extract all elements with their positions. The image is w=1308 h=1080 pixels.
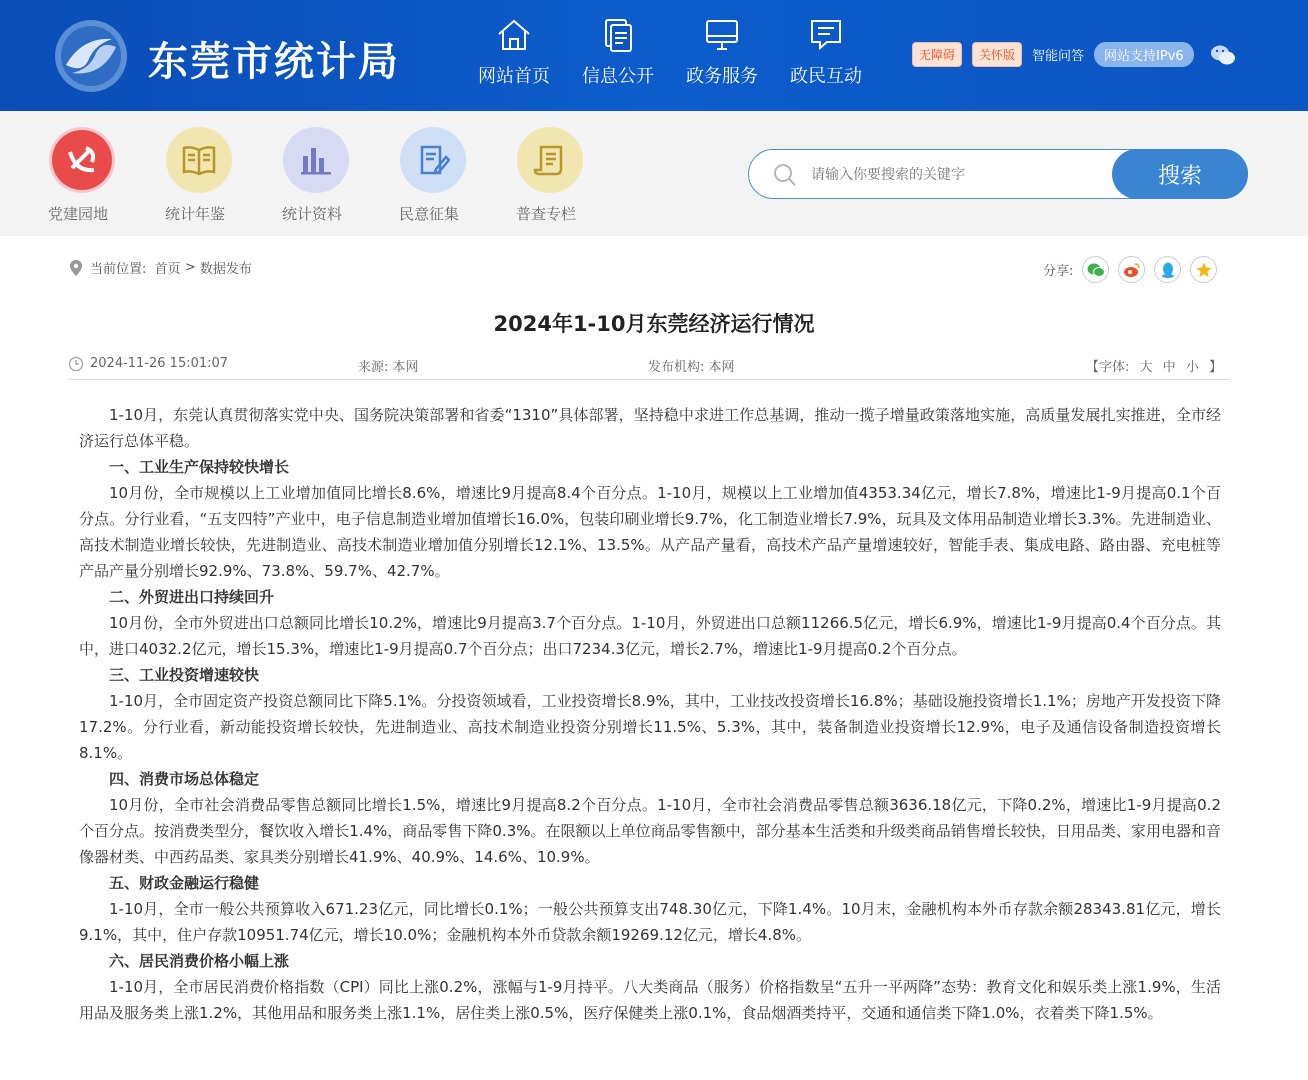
section-heading: 二、外贸进出口持续回升 bbox=[109, 588, 275, 606]
article-body bbox=[79, 402, 1221, 1026]
font-size-label: 【字体: bbox=[1085, 360, 1130, 375]
section-paragraph: 10月份，全市外贸进出口总额同比增长10.2%，增速比9月提高3.7个百分点。1-10月，外贸进出口总额11266.5亿元，增长6.9%，增速比1-9月提高0.4个百分点。其中，进口4032.2亿元，增长15.3%，增速比1-9月提高0.7个百分点；出口7234.3亿元，增长2.7%，增速比1-9月提高0.2个百分点。 bbox=[79, 614, 1221, 658]
section-heading: 三、工业投资增速较快 bbox=[109, 666, 260, 684]
site-logo-icon[interactable] bbox=[52, 17, 130, 95]
quick-link-yearbook[interactable] bbox=[165, 127, 282, 224]
nav-gov-service[interactable] bbox=[670, 16, 774, 96]
breadcrumb-prefix: 当前位置: bbox=[90, 262, 147, 277]
nav-interaction[interactable] bbox=[774, 16, 878, 96]
quick-link-party-label: 党建园地 bbox=[48, 205, 109, 223]
chat-icon bbox=[807, 16, 845, 54]
search-input[interactable] bbox=[811, 160, 1101, 190]
font-small-button[interactable]: 小 bbox=[1185, 360, 1199, 375]
party-icon bbox=[49, 127, 115, 193]
quick-link-census[interactable] bbox=[516, 127, 633, 224]
share-weibo-icon[interactable] bbox=[1118, 256, 1145, 283]
publish-date: 2024-11-26 15:01:07 bbox=[90, 356, 229, 371]
header-tools bbox=[912, 42, 1236, 67]
clock-icon bbox=[68, 356, 84, 372]
quick-link-data-label: 统计资料 bbox=[282, 205, 343, 223]
breadcrumb bbox=[68, 258, 252, 277]
nav-info-label: 信息公开 bbox=[582, 66, 654, 87]
article-title: 2024年1-10月东莞经济运行情况 bbox=[493, 312, 815, 336]
monitor-icon bbox=[703, 16, 741, 54]
home-icon bbox=[495, 16, 533, 54]
search-box bbox=[748, 149, 1248, 199]
share-qq-icon[interactable] bbox=[1154, 256, 1181, 283]
book-icon bbox=[166, 127, 232, 193]
section-heading: 四、消费市场总体稳定 bbox=[109, 770, 260, 788]
font-size-close: 】 bbox=[1208, 360, 1222, 375]
site-header bbox=[0, 0, 1308, 111]
breadcrumb-separator: > bbox=[184, 260, 196, 275]
font-large-button[interactable]: 大 bbox=[1139, 360, 1153, 375]
accessibility-button[interactable]: 无障碍 bbox=[912, 42, 962, 67]
search-button[interactable]: 搜索 bbox=[1112, 149, 1248, 199]
section-heading: 五、财政金融运行稳健 bbox=[109, 874, 260, 892]
edit-icon bbox=[400, 127, 466, 193]
section-paragraph: 10月份，全市社会消费品零售总额同比增长1.5%，增速比9月提高8.2个百分点。1-10月，全市社会消费品零售总额3636.18亿元，下降0.2%，增速比1-9月提高0.2个百分点。按消费类型分，餐饮收入增长1.4%，商品零售下降0.3%。在限额以上单位商品零售额中，部分基本生活类和升级类商品销售增长较快，日用品类、家用电器和音像器材类、中西药品类、家具类分别增长41.9%、40.9%、14.6%、10.9%。 bbox=[79, 796, 1221, 866]
nav-info-disclosure[interactable] bbox=[566, 16, 670, 96]
nav-home-label: 网站首页 bbox=[478, 66, 550, 87]
quick-link-opinion-label: 民意征集 bbox=[399, 205, 460, 223]
section-paragraph: 1-10月，全市居民消费价格指数（CPI）同比上涨0.2%，涨幅与1-9月持平。八大类商品（服务）价格指数呈“五升一平两降”态势：教育文化和娱乐类上涨1.9%，生活用品及服务类上涨1.2%，其他用品和服务类上涨1.1%，居住类上涨0.5%，医疗保健类上涨0.1%，食品烟酒类持平，交通和通信类下降1.0%，衣着类下降1.5%。 bbox=[79, 978, 1221, 1022]
elder-mode-button[interactable]: 关怀版 bbox=[972, 42, 1022, 67]
ipv6-badge: 网站支持IPv6 bbox=[1094, 42, 1194, 67]
share-bar bbox=[1043, 256, 1217, 283]
scroll-icon bbox=[517, 127, 583, 193]
section-paragraph: 10月份，全市规模以上工业增加值同比增长8.6%，增速比9月提高8.4个百分点。1-10月，规模以上工业增加值4353.34亿元，增长7.8%，增速比1-9月提高0.1个百分点。分行业看，“五支四特”产业中，电子信息制造业增加值增长16.0%，包装印刷业增长9.7%，化工制造业增长7.9%，玩具及文体用品制造业增长3.3%。先进制造业、高技术制造业增长较快，先进制造业、高技术制造业增加值分别增长12.1%、13.5%。从产品产量看，高技术产品产量增速较好，智能手表、集成电路、路由器、充电桩等产品产量分别增长92.9%、73.8%、59.7%、42.7%。 bbox=[79, 484, 1221, 580]
share-label: 分享: bbox=[1043, 264, 1074, 279]
site-name[interactable]: 东莞市统计局 bbox=[148, 39, 400, 85]
quick-link-party[interactable] bbox=[48, 127, 165, 224]
breadcrumb-current[interactable]: 数据发布 bbox=[199, 262, 252, 277]
nav-service-label: 政务服务 bbox=[686, 66, 758, 87]
document-icon bbox=[599, 16, 637, 54]
section-paragraph: 1-10月，全市固定资产投资总额同比下降5.1%。分投资领域看，工业投资增长8.9%，其中，工业技改投资增长16.8%；基础设施投资增长1.1%；房地产开发投资下降17.2%。分行业看，新动能投资增长较快，先进制造业、高技术制造业投资分别增长11.5%、5.3%，其中，装备制造业投资增长12.9%，电子及通信设备制造投资增长8.1%。 bbox=[79, 692, 1221, 762]
location-pin-icon bbox=[68, 259, 84, 277]
main-nav bbox=[462, 16, 878, 96]
quick-links bbox=[48, 127, 633, 224]
font-medium-button[interactable]: 中 bbox=[1162, 360, 1176, 375]
wechat-icon[interactable] bbox=[1210, 44, 1236, 66]
bar-chart-icon bbox=[283, 127, 349, 193]
quick-link-yearbook-label: 统计年鉴 bbox=[165, 205, 226, 223]
quick-link-census-label: 普查专栏 bbox=[516, 205, 577, 223]
article-source: 来源: 本网 bbox=[358, 360, 419, 375]
section-paragraph: 1-10月，全市一般公共预算收入671.23亿元，同比增长0.1%；一般公共预算支出748.30亿元，下降1.4%。10月末，金融机构本外币存款余额28343.81亿元，增长9.1%，其中，住户存款10951.74亿元，增长10.0%；金融机构本外币贷款余额19269.12亿元，增长4.8%。 bbox=[79, 900, 1221, 944]
article-intro: 1-10月，东莞认真贯彻落实党中央、国务院决策部署和省委“1310”具体部署，坚持稳中求进工作总基调，推动一揽子增量政策落地实施，高质量发展扎实推进，全市经济运行总体平稳。 bbox=[79, 406, 1221, 450]
smart-qa-link[interactable]: 智能问答 bbox=[1032, 49, 1085, 64]
quick-link-data[interactable] bbox=[282, 127, 399, 224]
section-heading: 六、居民消费价格小幅上涨 bbox=[109, 952, 290, 970]
font-size-control bbox=[1086, 356, 1222, 375]
publish-org: 发布机构: 本网 bbox=[648, 360, 735, 375]
share-wechat-icon[interactable] bbox=[1082, 256, 1109, 283]
quick-access-bar bbox=[0, 111, 1308, 236]
share-favorite-icon[interactable] bbox=[1190, 256, 1217, 283]
nav-interaction-label: 政民互动 bbox=[790, 66, 862, 87]
nav-home[interactable] bbox=[462, 16, 566, 96]
quick-link-opinion[interactable] bbox=[399, 127, 516, 224]
article-meta bbox=[68, 350, 1230, 380]
search-icon bbox=[773, 163, 797, 187]
breadcrumb-home[interactable]: 首页 bbox=[154, 262, 181, 277]
section-heading: 一、工业生产保持较快增长 bbox=[109, 458, 290, 476]
